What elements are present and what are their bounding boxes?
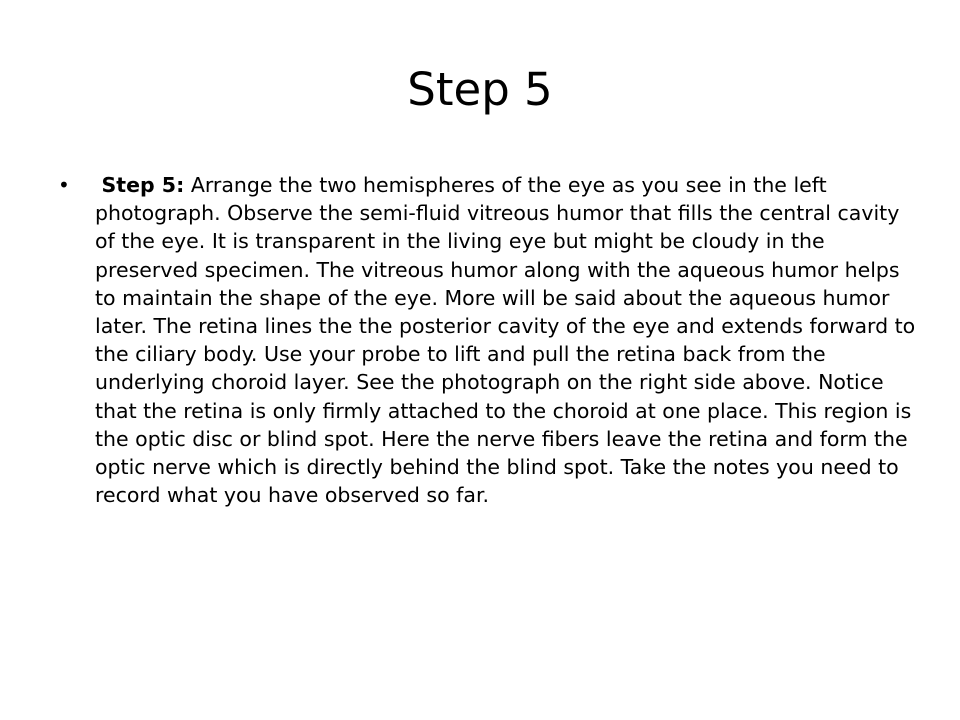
bullet-item	[58, 171, 918, 509]
slide-title: Step 5	[407, 63, 553, 116]
step-label: Step 5:	[101, 173, 185, 197]
paragraph	[95, 173, 915, 507]
bullet-marker: •	[58, 173, 70, 197]
step-description: Arrange the two hemispheres of the eye as you see in the left photograph. Observe the semi-fluid vitreous humor that fills the central cavity of the eye. It is transparent in the living eye but might be cloudy in the preserved specimen. The vitreous humor along with the aqueous humor helps to maintain the shape of the eye. More will be said about the aqueous humor later. The retina lines the the posterior cavity of the eye and extends forward to the ciliary body. Use your probe to lift and pull the retina back from the underlying choroid layer. See the photograph on the right side above. Notice that the retina is only firmly attached to the choroid at one place. This region is the optic disc or blind spot. Here the nerve fibers leave the retina and form the optic nerve which is directly behind the blind spot. Take the notes you need to record what you have observed so far.	[95, 173, 916, 508]
bullet-list	[58, 171, 918, 509]
